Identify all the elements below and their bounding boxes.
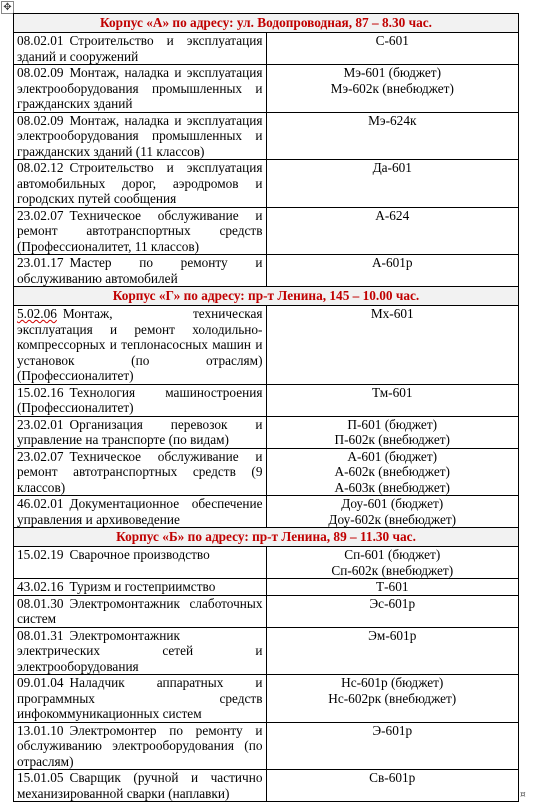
group-code: А-603к (внебюджет) bbox=[334, 479, 450, 495]
program-cell[interactable] bbox=[14, 33, 267, 65]
program-cell[interactable] bbox=[14, 306, 267, 385]
group-cell[interactable] bbox=[266, 627, 519, 675]
program-code: 15.02.19 bbox=[17, 547, 64, 562]
section-header: Корпус «А» по адресу: ул. Водопроводная, 87 – 8.30 час. bbox=[14, 14, 519, 33]
group-cell[interactable] bbox=[266, 547, 519, 579]
group-cell[interactable] bbox=[266, 722, 519, 770]
program-name: Техническое обслуживание и ремонт автотранспортных средств (9 классов) bbox=[17, 448, 263, 495]
group-code: Нс-602рк (внебюджет) bbox=[328, 690, 457, 706]
program-cell[interactable] bbox=[14, 770, 267, 802]
section-header-row bbox=[14, 528, 519, 547]
section-header: Корпус «Б» по адресу: пр-т Ленина, 89 – 11.30 час. bbox=[14, 528, 519, 547]
program-cell[interactable] bbox=[14, 160, 267, 208]
program-cell[interactable] bbox=[14, 207, 267, 255]
program-cell[interactable] bbox=[14, 65, 267, 113]
section-header-row bbox=[14, 287, 519, 306]
program-cell[interactable] bbox=[14, 722, 267, 770]
program-cell[interactable] bbox=[14, 112, 267, 160]
program-code: 08.02.01 bbox=[17, 33, 64, 48]
program-code: 08.02.09 bbox=[17, 112, 64, 128]
program-cell[interactable] bbox=[14, 547, 267, 579]
program-code: 08.02.12 bbox=[17, 160, 64, 175]
group-code: Мэ-624к bbox=[368, 112, 417, 128]
schedule-table-body bbox=[14, 14, 519, 802]
paragraph-mark-icon: ¤ bbox=[520, 790, 526, 800]
program-name: Монтаж, наладка и эксплуатация электрооборудования промышленных и гражданских зданий bbox=[17, 65, 263, 111]
program-name: Электромонтажник электрических сетей и электрооборудования bbox=[17, 627, 263, 674]
program-cell[interactable] bbox=[14, 675, 267, 723]
program-cell[interactable] bbox=[14, 416, 267, 448]
group-code: Доу-601 (бюджет) bbox=[341, 496, 444, 511]
table-row bbox=[14, 722, 519, 770]
table-row bbox=[14, 627, 519, 675]
group-code: А-601р bbox=[371, 255, 413, 270]
group-code: П-601 (бюджет) bbox=[347, 416, 438, 432]
table-row bbox=[14, 595, 519, 627]
program-cell[interactable] bbox=[14, 448, 267, 496]
group-code: Т-601 bbox=[376, 579, 409, 594]
table-row bbox=[14, 207, 519, 255]
program-code: 43.02.16 bbox=[17, 579, 64, 594]
group-code: Св-601р bbox=[369, 770, 416, 785]
program-name: Техническое обслуживание и ремонт автотранспортных средств (Профессионалитет, 11 классов) bbox=[17, 207, 263, 254]
program-code: 23.01.17 bbox=[17, 255, 64, 270]
group-code: Доу-602к (внебюджет) bbox=[328, 511, 457, 527]
table-row bbox=[14, 448, 519, 496]
program-code: 23.02.07 bbox=[17, 207, 64, 223]
group-cell[interactable] bbox=[266, 579, 519, 596]
group-code: Да-601 bbox=[372, 160, 412, 175]
group-cell[interactable] bbox=[266, 770, 519, 802]
group-code: С-601 bbox=[375, 33, 409, 48]
group-cell[interactable] bbox=[266, 448, 519, 496]
program-name: Монтаж, техническая эксплуатация и ремонт холодильно-компрессорных и теплонасосных машин и установок (по отраслям) (Профессионалитет) bbox=[17, 306, 263, 383]
table-move-handle-icon[interactable]: ✥ bbox=[1, 1, 14, 14]
group-code: Тм-601 bbox=[371, 384, 413, 400]
table-row bbox=[14, 496, 519, 528]
program-name: Строительство и эксплуатация автомобильных дорог, аэродромов и городских путей сообщения bbox=[17, 160, 263, 206]
program-name: Электромонтер по ремонту и обслуживанию электрооборудования (по отраслям) bbox=[17, 722, 263, 769]
program-code: 15.01.05 bbox=[17, 770, 64, 785]
program-cell[interactable] bbox=[14, 579, 267, 596]
table-row bbox=[14, 675, 519, 723]
program-name: Электромонтажник слаботочных систем bbox=[17, 595, 263, 626]
group-code: Эс-601р bbox=[369, 595, 416, 611]
program-code: 23.02.01 bbox=[17, 416, 64, 432]
program-code: 08.01.31 bbox=[17, 627, 64, 643]
program-name: Документационное обеспечение управления и архивоведение bbox=[17, 496, 263, 527]
program-cell[interactable] bbox=[14, 595, 267, 627]
table-row bbox=[14, 384, 519, 416]
group-code: Мэ-601 (бюджет) bbox=[343, 65, 442, 80]
group-code: А-602к (внебюджет) bbox=[334, 464, 450, 479]
program-code: 08.02.09 bbox=[17, 65, 64, 80]
table-row bbox=[14, 33, 519, 65]
group-cell[interactable] bbox=[266, 306, 519, 385]
group-code: Э-601р bbox=[372, 722, 413, 738]
group-code: Мх-601 bbox=[370, 306, 414, 321]
group-code: Эм-601р bbox=[368, 627, 417, 643]
table-row bbox=[14, 770, 519, 802]
group-code: Сп-602к (внебюджет) bbox=[331, 562, 454, 578]
table-row bbox=[14, 65, 519, 113]
group-cell[interactable] bbox=[266, 33, 519, 65]
program-name: Технология машиностроения (Профессионалитет) bbox=[17, 384, 263, 415]
program-cell[interactable] bbox=[14, 627, 267, 675]
program-name: Монтаж, наладка и эксплуатация электрооборудования промышленных и гражданских зданий (11 классов) bbox=[17, 112, 263, 159]
program-code: 09.01.04 bbox=[17, 675, 64, 690]
program-name: Сварщик (ручной и частично механизированной сварки (наплавки) bbox=[17, 770, 263, 801]
program-code: 08.01.30 bbox=[17, 595, 64, 611]
table-row bbox=[14, 160, 519, 208]
group-code: А-601 (бюджет) bbox=[347, 448, 438, 464]
program-cell[interactable] bbox=[14, 496, 267, 528]
program-cell[interactable] bbox=[14, 255, 267, 287]
section-header: Корпус «Г» по адресу: пр-т Ленина, 145 – 10.00 час. bbox=[14, 287, 519, 306]
group-cell[interactable] bbox=[266, 255, 519, 287]
program-code: 23.02.07 bbox=[17, 448, 64, 464]
program-code: 5.02.06 bbox=[17, 306, 57, 321]
program-name: Туризм и гостеприимство bbox=[69, 579, 216, 594]
group-cell[interactable] bbox=[266, 675, 519, 723]
program-name: Строительство и эксплуатация зданий и сооружений bbox=[17, 33, 263, 64]
program-name: Организация перевозок и управление на транспорте (по видам) bbox=[17, 416, 263, 447]
group-cell[interactable] bbox=[266, 112, 519, 160]
program-code: 13.01.10 bbox=[17, 722, 64, 738]
table-row bbox=[14, 112, 519, 160]
program-code: 46.02.01 bbox=[17, 496, 64, 511]
group-code: Сп-601 (бюджет) bbox=[344, 547, 441, 562]
group-cell[interactable] bbox=[266, 160, 519, 208]
group-cell[interactable] bbox=[266, 595, 519, 627]
program-cell[interactable] bbox=[14, 384, 267, 416]
group-cell[interactable] bbox=[266, 496, 519, 528]
table-row bbox=[14, 416, 519, 448]
table-row bbox=[14, 579, 519, 596]
table-row bbox=[14, 255, 519, 287]
group-code: П-602к (внебюджет) bbox=[334, 432, 450, 447]
group-cell[interactable] bbox=[266, 207, 519, 255]
schedule-table bbox=[13, 13, 519, 802]
program-name: Сварочное производство bbox=[69, 547, 210, 562]
group-code: Нс-601р (бюджет) bbox=[341, 675, 444, 690]
table-row bbox=[14, 547, 519, 579]
program-code: 15.02.16 bbox=[17, 384, 64, 400]
group-code: А-624 bbox=[375, 207, 410, 223]
group-code: Мэ-602к (внебюджет) bbox=[330, 80, 454, 96]
section-header-row bbox=[14, 14, 519, 33]
group-cell[interactable] bbox=[266, 65, 519, 113]
program-name: Наладчик аппаратных и программных средств инфокоммуникационных систем bbox=[17, 675, 263, 721]
group-cell[interactable] bbox=[266, 384, 519, 416]
table-row bbox=[14, 306, 519, 385]
group-cell[interactable] bbox=[266, 416, 519, 448]
program-name: Мастер по ремонту и обслуживанию автомобилей bbox=[17, 255, 263, 286]
